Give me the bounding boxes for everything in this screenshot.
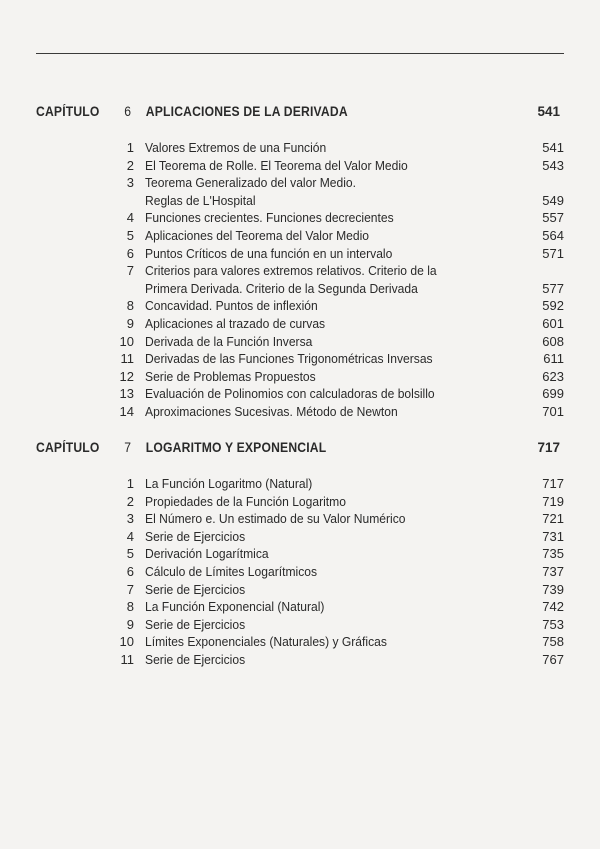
chapter-title: APLICACIONES DE LA DERIVADA — [145, 104, 348, 119]
entry-title: Criterios para valores extremos relativos. Criterio de la — [145, 263, 437, 279]
toc-entry — [0, 281, 600, 299]
entry-title: Cálculo de Límites Logarítmicos — [145, 563, 318, 579]
entry-number: 13 — [119, 386, 134, 402]
toc-entry — [0, 316, 600, 334]
entry-title: Concavidad. Puntos de inflexión — [145, 298, 318, 314]
entry-number: 4 — [126, 528, 134, 544]
entry-page: 719 — [542, 493, 564, 509]
section-list — [0, 140, 600, 422]
entry-title: Derivada de la Función Inversa — [145, 333, 313, 349]
entry-page: 721 — [542, 511, 564, 527]
entry-page: 739 — [542, 581, 564, 597]
entry-page: 717 — [542, 476, 564, 491]
entry-title: Serie de Ejercicios — [145, 528, 246, 544]
toc-entry — [0, 634, 600, 652]
chapter-heading — [0, 104, 600, 122]
entry-number: 10 — [119, 634, 134, 650]
entry-number: 8 — [126, 298, 134, 314]
chapter-number: 6 — [124, 104, 132, 119]
toc-entry — [0, 246, 600, 264]
entry-number: 11 — [120, 651, 134, 667]
entry-number: 4 — [126, 210, 134, 226]
entry-number: 7 — [126, 263, 134, 279]
entry-page: 758 — [542, 634, 564, 650]
entry-page: 571 — [542, 245, 564, 261]
entry-number: 1 — [126, 140, 134, 155]
entry-title: Teorema Generalizado del valor Medio. — [145, 175, 357, 191]
chapter-number: 7 — [124, 440, 132, 455]
entry-page: 592 — [542, 298, 564, 314]
entry-title: El Número e. Un estimado de su Valor Numérico — [145, 511, 406, 527]
entry-number: 9 — [126, 616, 134, 632]
entry-title: Primera Derivada. Criterio de la Segunda Derivada — [145, 280, 418, 296]
entry-page: 541 — [542, 140, 564, 155]
toc-entry — [0, 140, 600, 158]
toc-entry — [0, 494, 600, 512]
entry-page: 753 — [542, 616, 564, 632]
toc-entry — [0, 158, 600, 176]
toc-entry — [0, 511, 600, 529]
toc-entry — [0, 193, 600, 211]
entry-title: Derivación Logarítmica — [145, 546, 269, 562]
toc-entry — [0, 263, 600, 281]
entry-number: 6 — [126, 245, 134, 261]
entry-number: 5 — [126, 546, 134, 562]
entry-title: Serie de Ejercicios — [145, 616, 246, 632]
entry-page: 564 — [542, 227, 564, 243]
entry-page: 735 — [542, 546, 564, 562]
entry-title: La Función Logaritmo (Natural) — [145, 476, 313, 491]
chapter-title: LOGARITMO Y EXPONENCIAL — [145, 440, 327, 455]
toc-entry — [0, 228, 600, 246]
entry-number: 5 — [126, 227, 134, 243]
entry-title: Reglas de L'Hospital — [145, 192, 256, 208]
entry-number: 10 — [119, 333, 134, 349]
toc-entry — [0, 210, 600, 228]
entry-title: Funciones crecientes. Funciones decrecientes — [145, 210, 394, 226]
entry-page: 767 — [542, 651, 564, 667]
entry-number: 14 — [119, 403, 134, 419]
entry-title: Puntos Críticos de una función en un intervalo — [145, 245, 393, 261]
toc-entry — [0, 582, 600, 600]
entry-number: 8 — [126, 599, 134, 615]
chapter-page: 717 — [537, 440, 560, 455]
toc-entry — [0, 334, 600, 352]
entry-page: 543 — [542, 157, 564, 173]
entry-title: Serie de Ejercicios — [145, 651, 246, 667]
entry-title: Propiedades de la Función Logaritmo — [145, 493, 346, 509]
entry-page: 731 — [542, 528, 564, 544]
entry-page: 701 — [542, 403, 564, 419]
entry-number: 1 — [126, 476, 134, 491]
entry-title: Aplicaciones al trazado de curvas — [145, 315, 326, 331]
entry-title: Evaluación de Polinomios con calculadoras de bolsillo — [145, 386, 435, 402]
toc-entry — [0, 652, 600, 670]
entry-page: 611 — [543, 351, 564, 367]
entry-page: 549 — [542, 192, 564, 208]
entry-title: Valores Extremos de una Función — [145, 140, 327, 155]
toc-entry — [0, 617, 600, 635]
chapter-7 — [0, 440, 600, 670]
toc-entry — [0, 599, 600, 617]
entry-page: 601 — [542, 315, 564, 331]
entry-page: 699 — [542, 386, 564, 402]
entry-number: 3 — [126, 175, 134, 191]
entry-number: 12 — [119, 368, 134, 384]
chapter-heading — [0, 440, 600, 458]
entry-title: Aplicaciones del Teorema del Valor Medio — [145, 227, 370, 243]
entry-number: 2 — [126, 157, 134, 173]
chapter-label: CAPÍTULO — [36, 104, 100, 119]
toc-entry — [0, 404, 600, 422]
chapter-page: 541 — [537, 104, 560, 119]
entry-title: La Función Exponencial (Natural) — [145, 599, 325, 615]
toc-entry — [0, 298, 600, 316]
chapter-6 — [0, 104, 600, 422]
entry-title: Aproximaciones Sucesivas. Método de Newton — [145, 403, 398, 419]
toc-entry — [0, 476, 600, 494]
entry-page: 742 — [542, 599, 564, 615]
entry-page: 577 — [542, 280, 564, 296]
entry-number: 7 — [126, 581, 134, 597]
toc-entry — [0, 529, 600, 547]
entry-page: 737 — [542, 563, 564, 579]
toc-entry — [0, 386, 600, 404]
entry-title: Límites Exponenciales (Naturales) y Gráficas — [145, 634, 387, 650]
toc-entry — [0, 175, 600, 193]
header-rule — [36, 53, 564, 54]
entry-page: 623 — [542, 368, 564, 384]
toc-entry — [0, 546, 600, 564]
entry-number: 11 — [120, 351, 134, 367]
section-list — [0, 476, 600, 670]
entry-title: Serie de Ejercicios — [145, 581, 246, 597]
entry-number: 3 — [126, 511, 134, 527]
entry-number: 2 — [126, 493, 134, 509]
toc-entry — [0, 351, 600, 369]
toc-entry — [0, 369, 600, 387]
entry-number: 9 — [126, 315, 134, 331]
entry-title: Serie de Problemas Propuestos — [145, 368, 316, 384]
entry-page: 557 — [542, 210, 564, 226]
entry-page: 608 — [542, 333, 564, 349]
entry-title: El Teorema de Rolle. El Teorema del Valor Medio — [145, 157, 408, 173]
entry-title: Derivadas de las Funciones Trigonométricas Inversas — [145, 351, 433, 367]
entry-number: 6 — [126, 563, 134, 579]
chapter-label: CAPÍTULO — [36, 440, 100, 455]
toc-entry — [0, 564, 600, 582]
